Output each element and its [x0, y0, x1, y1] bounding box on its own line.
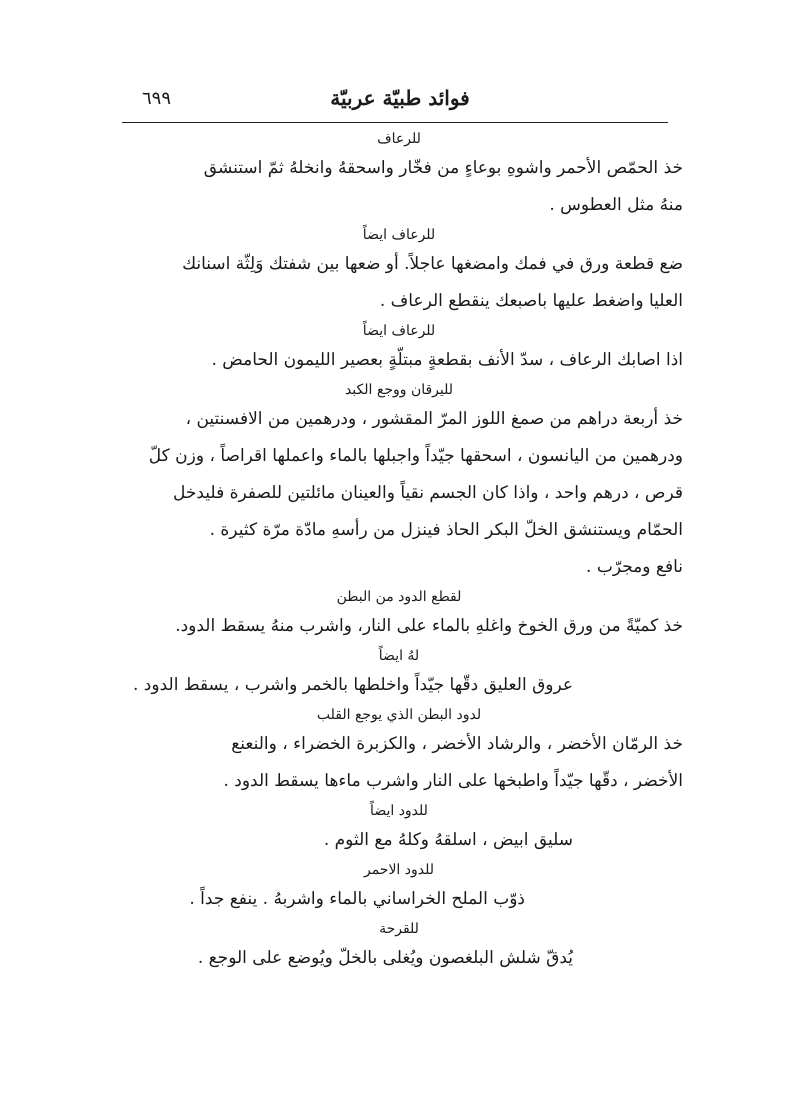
text-line: خذ أربعة دراهم من صمغ اللوز المرّ المقشور ، ودرهمين من الافسنتين ،: [185, 409, 683, 429]
page-number: ٦٩٩: [142, 88, 172, 109]
header-rule: [122, 122, 668, 123]
text-line: اذا اصابك الرعاف ، سدّ الأنف بقطعةٍ مبتلّةٍ بعصير الليمون الحامض .: [211, 350, 683, 370]
text-line: الأخضر ، دقّها جيّداً واطبخها على النار واشرب ماءها يسقط الدود .: [223, 771, 683, 791]
section-heading: للرعاف: [377, 131, 421, 147]
text-line: خذ الحمّص الأحمر واشوهِ بوعاءٍ من فخّار واسحقهُ وانخلهُ ثمّ استنشق: [203, 158, 683, 178]
section-heading: للرعاف ايضاً: [362, 323, 436, 339]
text-line: ضع قطعة ورق في فمك وامضغها عاجلاً. أو ضعها بين شفتك وَلِثّة اسنانك: [182, 254, 683, 274]
running-header: [120, 84, 680, 120]
page-title: فوائد طبيّة عربيّة: [330, 86, 470, 110]
page-body: [115, 128, 683, 977]
text-line: عروق العليق دقّها جيّداً واخلطها بالخمر واشرب ، يسقط الدود .: [133, 675, 573, 695]
text-line: خذ كميّةً من ورق الخوخ واغلهِ بالماء على النار، واشرب منهُ يسقط الدود.: [175, 616, 683, 636]
text-line: ذوّب الملح الخراساني بالماء واشربهُ . ينفع جداً .: [189, 889, 525, 909]
section-heading: لقطع الدود من البطن: [336, 589, 462, 605]
section-heading: للرعاف ايضاً: [362, 227, 436, 243]
section-heading: للدود ايضاً: [370, 803, 428, 819]
text-line: سليق ابيض ، اسلقهُ وكلهُ مع الثوم .: [323, 830, 573, 850]
text-line: منهُ مثل العطوس .: [549, 195, 683, 215]
section-heading: لهُ ايضاً: [378, 648, 420, 664]
text-line: نافع ومجرّب .: [586, 557, 683, 577]
text-line: الحمّام ويستنشق الخلّ البكر الحاذ فينزل من رأسهِ مادّة مرّة كثيرة .: [209, 520, 683, 540]
section-heading: للقرحة: [379, 921, 419, 937]
text-line: العليا واضغط عليها باصبعك ينقطع الرعاف .: [379, 291, 683, 311]
text-line: خذ الرمّان الأخضر ، والرشاد الأخضر ، والكزبرة الخضراء ، والنعنع: [231, 734, 683, 754]
section-heading: لليرقان ووجع الكبد: [344, 382, 454, 398]
text-line: قرص ، درهم واحد ، واذا كان الجسم نقياً والعينان مائلتين للصفرة فليدخل: [173, 483, 683, 503]
text-line: يُدقّ شلش البلغصون ويُغلى بالخلّ ويُوضع على الوجع .: [197, 948, 573, 968]
section-heading: للدود الاحمر: [363, 862, 435, 878]
section-heading: لدود البطن الذي يوجع القلب: [316, 707, 482, 723]
text-line: ودرهمين من اليانسون ، اسحقها جيّداً واجبلها بالماء واعملها اقراصاً ، وزن كلّ: [148, 446, 683, 466]
